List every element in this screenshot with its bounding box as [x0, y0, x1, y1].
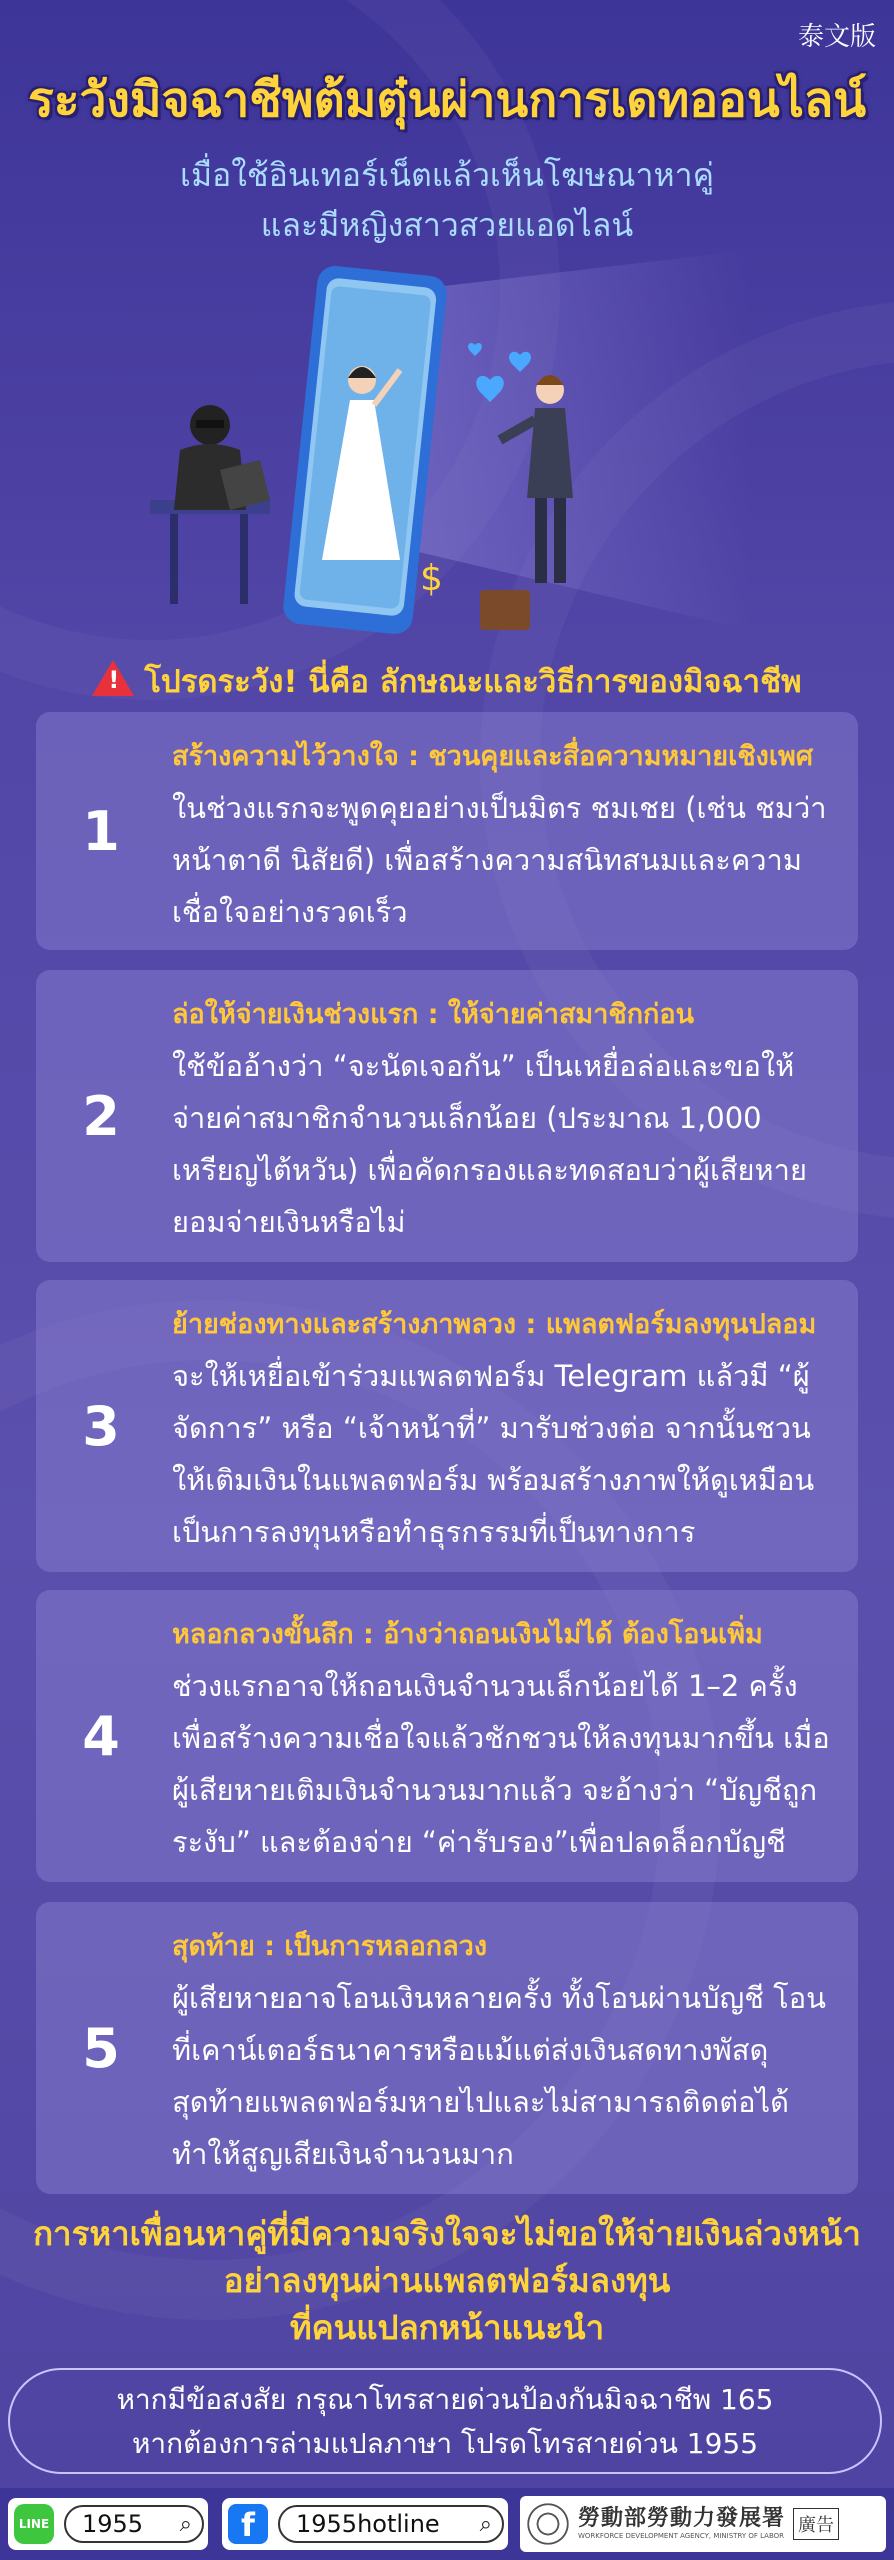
step-number: 5	[82, 2016, 120, 2080]
subtitle-line: เมื่อใช้อินเทอร์เน็ตแล้วเห็นโฆษณาหาคู่	[180, 156, 714, 194]
footer-bar	[0, 2488, 894, 2560]
agency-seal-icon	[526, 2502, 570, 2546]
light-beam	[410, 250, 750, 630]
hotline-box	[8, 2368, 882, 2474]
money-icon: $	[420, 558, 443, 599]
step-number: 3	[82, 1394, 120, 1458]
facebook-id: 1955hotline	[296, 2510, 440, 2538]
step-number: 1	[82, 799, 120, 863]
warning-icon: !	[92, 660, 134, 696]
agency-name-en: WORKFORCE DEVELOPMENT AGENCY, MINISTRY OF LABOR	[578, 2532, 785, 2540]
line-id-field[interactable]	[64, 2505, 204, 2543]
step-card	[36, 1590, 858, 1882]
facebook-id-field[interactable]	[278, 2505, 504, 2543]
line-logo-icon: LINE	[14, 2504, 54, 2544]
step-number: 2	[82, 1084, 120, 1148]
hotline-line: หากมีข้อสงสัย กรุณาโทรสายด่วนป้องกันมิจฉาชีพ 165	[116, 2383, 774, 2416]
hotline-line: หากต้องการล่ามแปลภาษา โปรดโทรสายด่วน 1955	[131, 2427, 759, 2460]
line-contact[interactable]	[8, 2498, 208, 2550]
agency-name	[578, 2508, 785, 2540]
subtitle	[0, 150, 894, 250]
warning-text: โปรดระวัง! นี่คือ ลักษณะและวิธีการของมิจฉาชีพ	[144, 664, 802, 700]
step-body: ในช่วงแรกจะพูดคุยอย่างเป็นมิตร ชมเชย (เช่น ชมว่าหน้าตาดี นิสัยดี) เพื่อสร้างความสนิทสนมและความเชื่อใจอย่างรวดเร็ว	[172, 791, 827, 929]
closing-line: อย่าลงทุนผ่านแพลตฟอร์มลงทุน	[223, 2261, 671, 2300]
ad-badge: 廣告	[793, 2508, 839, 2540]
step-heading: ย้ายช่องทางและสร้างภาพลวง : แพลตฟอร์มลงทุนปลอม	[172, 1309, 817, 1340]
step-card	[36, 1280, 858, 1572]
step-number: 4	[82, 1704, 120, 1768]
language-tag: 泰文版	[797, 22, 876, 52]
step-card	[36, 1902, 858, 2194]
closing-line: การหาเพื่อนหาคู่ที่มีความจริงใจจะไม่ขอให้จ่ายเงินล่วงหน้า	[33, 2214, 861, 2253]
line-id: 1955	[82, 2510, 144, 2538]
agency-logo	[520, 2496, 886, 2552]
step-heading: หลอกลวงขั้นลึก : อ้างว่าถอนเงินไม่ได้ ต้องโอนเพิ่ม	[172, 1619, 763, 1650]
step-heading: สุดท้าย : เป็นการหลอกลวง	[172, 1931, 488, 1962]
agency-name-zh: 勞動部勞動力發展署	[578, 2506, 786, 2531]
scammer-figure	[150, 405, 270, 604]
subtitle-line: และมีหญิงสาวสวยแอดไลน์	[260, 206, 634, 244]
search-icon: ⌕	[479, 2511, 492, 2537]
step-body: ใช้ข้ออ้างว่า “จะนัดเจอกัน” เป็นเหยื่อล่อและขอให้จ่ายค่าสมาชิกจำนวนเล็กน้อย (ประมาณ 1,000 เหรียญไต้หวัน) เพื่อคัดกรองและทดสอบว่าผู้เสียหายยอมจ่ายเงินหรือไม่	[172, 1049, 807, 1239]
step-card	[36, 712, 858, 950]
step-heading: ล่อให้จ่ายเงินช่วงแรก : ให้จ่ายค่าสมาชิกก่อน	[172, 999, 695, 1030]
scam-illustration	[150, 250, 750, 650]
closing-message	[0, 2210, 894, 2351]
facebook-contact[interactable]	[222, 2498, 508, 2550]
facebook-logo-icon: f	[228, 2504, 268, 2544]
step-card	[36, 970, 858, 1262]
warning-banner	[0, 656, 894, 706]
step-body: จะให้เหยื่อเข้าร่วมแพลตฟอร์ม Telegram แล้วมี “ผู้จัดการ” หรือ “เจ้าหน้าที่” มารับช่วงต่อ จากนั้นชวนให้เติมเงินในแพลตฟอร์ม พร้อมสร้างภาพให้ดูเหมือนเป็นการลงทุนหรือทำธุรกรรมที่เป็นทางการ	[172, 1359, 815, 1549]
search-icon: ⌕	[179, 2511, 192, 2537]
step-body: ผู้เสียหายอาจโอนเงินหลายครั้ง ทั้งโอนผ่านบัญชี โอนที่เคาน์เตอร์ธนาคารหรือแม้แต่ส่งเงินสดทางพัสดุ สุดท้ายแพลตฟอร์มหายไปและไม่สามารถติดต่อได้ทำให้สูญเสียเงินจำนวนมาก	[172, 1981, 826, 2171]
closing-line: ที่คนแปลกหน้าแนะนำ	[289, 2308, 605, 2347]
page-title: ระวังมิจฉาชีพต้มตุ๋นผ่านการเดทออนไลน์	[27, 72, 867, 128]
step-body: ช่วงแรกอาจให้ถอนเงินจำนวนเล็กน้อยได้ 1–2 ครั้งเพื่อสร้างความเชื่อใจแล้วชักชวนให้ลงทุนมากขึ้น เมื่อผู้เสียหายเติมเงินจำนวนมากแล้ว จะอ้างว่า “บัญชีถูกระงับ” และต้องจ่าย “ค่ารับรอง”เพื่อปลดล็อกบัญชี	[172, 1669, 830, 1859]
step-heading: สร้างความไว้วางใจ : ชวนคุยและสื่อความหมายเชิงเพศ	[172, 741, 813, 772]
